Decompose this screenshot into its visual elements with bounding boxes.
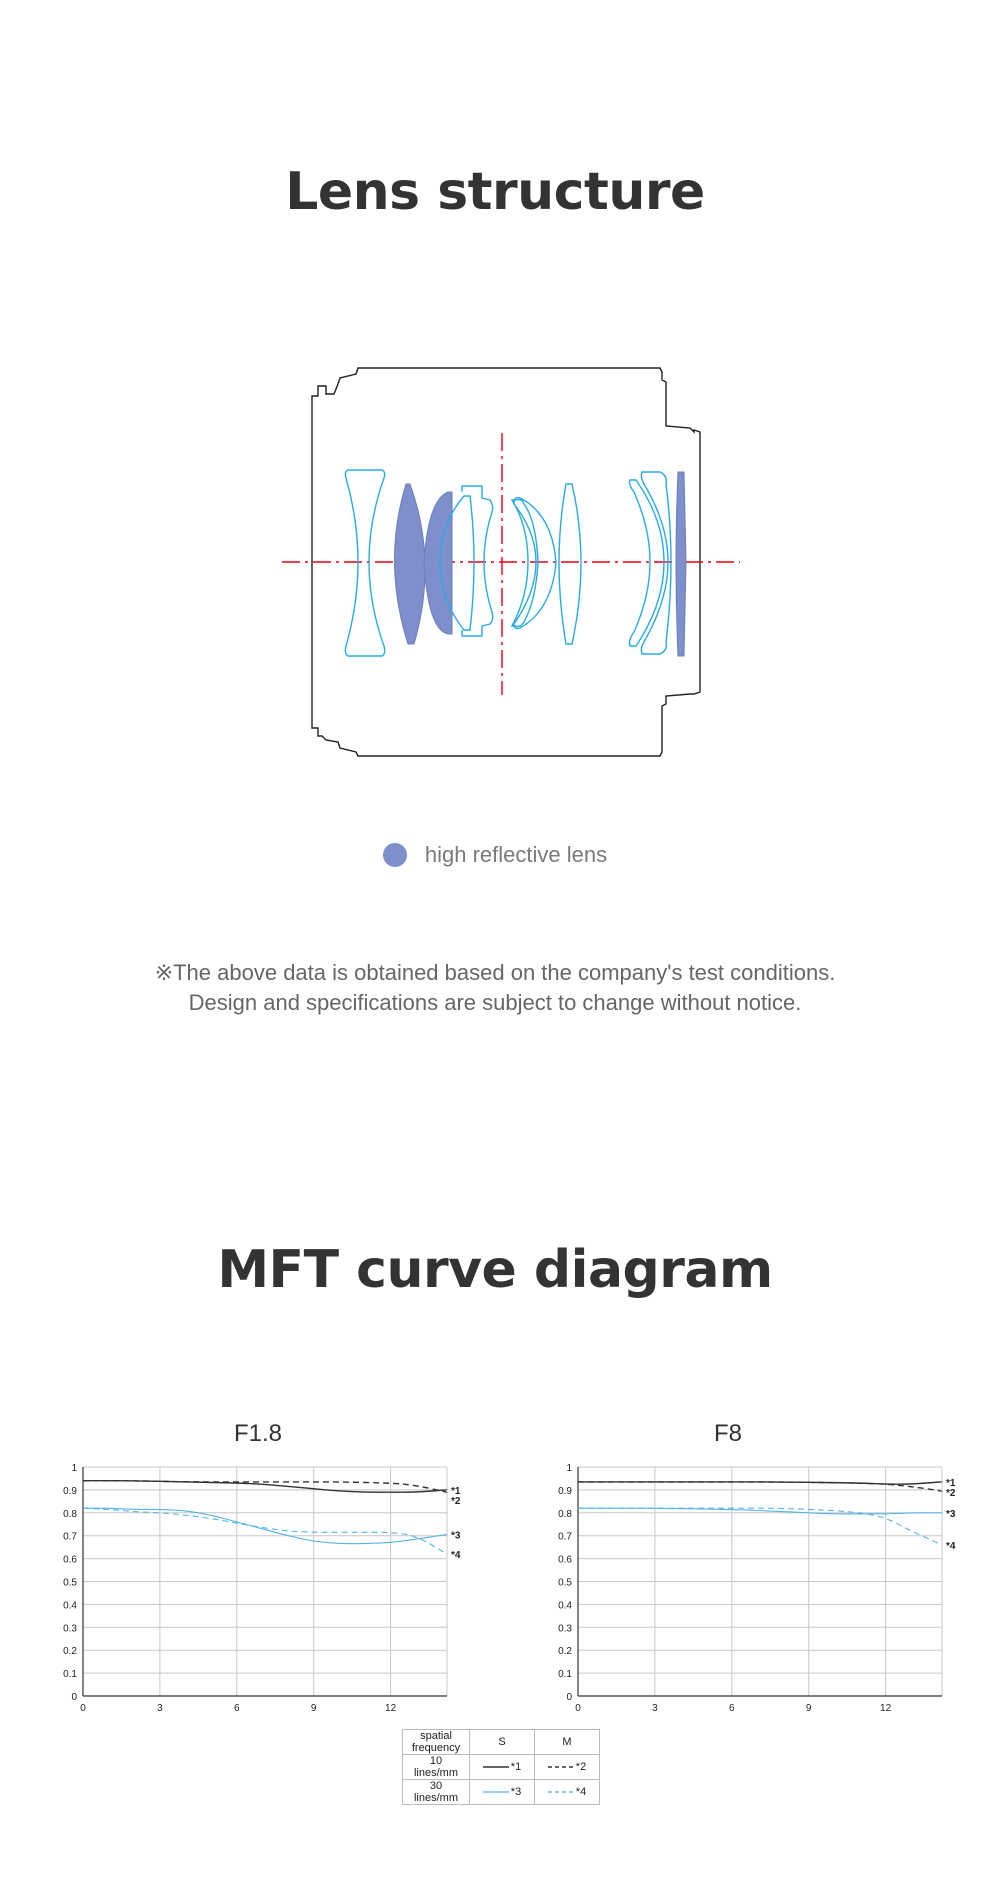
lens-element-8 [559,484,581,644]
y-tick-label: 0.5 [63,1577,77,1589]
y-tick-label: 0.8 [558,1508,572,1520]
x-tick-label: 0 [80,1703,86,1714]
legend-key-2: *2 [575,1761,587,1773]
mtf-chart-f8 [495,1450,990,1720]
freq-header-label [403,1730,470,1755]
lens-legend-label: high reflective lens [424,842,608,867]
x-tick-label: 3 [157,1703,163,1714]
legend-key-1: *1 [510,1761,522,1773]
x-tick-label: 12 [880,1703,892,1714]
series-end-label: *1 [451,1485,461,1497]
freq-row-30-label: 30 lines/mm [403,1780,470,1805]
chart-title-f18: F1.8 [233,1420,283,1447]
disclaimer-note [0,958,990,1018]
x-tick-label: 3 [652,1703,658,1714]
freq-row-30-m [535,1780,600,1805]
freq-header-text: spatial frequency [411,1730,461,1754]
freq-row-30-s [470,1780,535,1805]
freq-row-10-label: 10 lines/mm [403,1755,470,1780]
lens-element-1 [345,470,384,656]
disclaimer-line-2: Design and specifications are subject to change without notice. [188,990,802,1015]
y-tick-label: 0.9 [558,1485,572,1497]
mtf-series-line [83,1508,447,1554]
y-tick-label: 0.7 [63,1531,77,1543]
y-tick-label: 0.6 [558,1554,572,1566]
freq-row-10-s [470,1755,535,1780]
chart-title-f8: F8 [713,1420,742,1447]
y-tick-label: 0.1 [558,1669,572,1681]
y-tick-label: 0.8 [63,1508,77,1520]
freq-header-s: S [470,1730,535,1755]
series-end-label: *4 [946,1540,956,1552]
legend-key-3: *3 [510,1786,522,1798]
lens-element-5 [462,486,493,636]
legend-swatch-solid-blue [483,1789,509,1795]
mtf-series-line [83,1508,447,1544]
high-reflective-lens-3 [676,472,686,656]
series-end-label: *1 [946,1477,956,1489]
legend-swatch-solid-black [483,1764,509,1770]
lens-element-6 [512,500,538,627]
frequency-legend-table [402,1729,600,1805]
series-end-label: *2 [451,1495,461,1507]
y-tick-label: 0 [566,1692,572,1703]
lens-element-9 [630,480,665,646]
mtf-title: MFT curve diagram [217,1240,773,1300]
y-tick-label: 0 [71,1692,77,1703]
lens-structure-title: Lens structure [285,162,705,222]
lens-structure-diagram [0,300,990,780]
series-end-label: *3 [451,1530,461,1542]
freq-row-10-m [535,1755,600,1780]
x-tick-label: 0 [575,1703,581,1714]
legend-swatch-dashed-blue [548,1789,574,1795]
y-tick-label: 0.7 [558,1531,572,1543]
high-reflective-lens-swatch [383,843,407,867]
y-tick-label: 0.9 [63,1485,77,1497]
x-tick-label: 9 [310,1703,317,1714]
y-tick-label: 0.3 [63,1623,77,1635]
y-tick-label: 0.2 [63,1646,77,1658]
y-tick-label: 0.6 [63,1554,77,1566]
y-tick-label: 0.1 [63,1669,77,1681]
lens-element-10 [641,472,671,654]
y-tick-label: 1 [71,1463,77,1474]
y-tick-label: 0.4 [63,1600,77,1612]
y-tick-label: 1 [566,1463,572,1474]
x-tick-label: 12 [385,1703,397,1714]
high-reflective-lens-2 [424,492,452,634]
y-tick-label: 0.5 [558,1577,572,1589]
series-end-label: *3 [946,1508,956,1520]
legend-key-4: *4 [575,1786,587,1798]
y-tick-label: 0.2 [558,1646,572,1658]
high-reflective-lens-1 [394,484,425,644]
x-tick-label: 6 [234,1703,240,1714]
x-tick-label: 9 [805,1703,812,1714]
legend-swatch-dashed-black [548,1764,574,1770]
series-end-label: *4 [451,1550,461,1562]
mtf-series-line [83,1481,447,1493]
series-end-label: *2 [946,1487,956,1499]
disclaimer-line-1: ※The above data is obtained based on the company's test conditions. [154,960,836,985]
lens-legend [0,842,990,868]
y-tick-label: 0.3 [558,1623,572,1635]
mtf-chart-f18 [0,1450,495,1720]
freq-header-m: M [535,1730,600,1755]
y-tick-label: 0.4 [558,1600,572,1612]
x-tick-label: 6 [729,1703,735,1714]
